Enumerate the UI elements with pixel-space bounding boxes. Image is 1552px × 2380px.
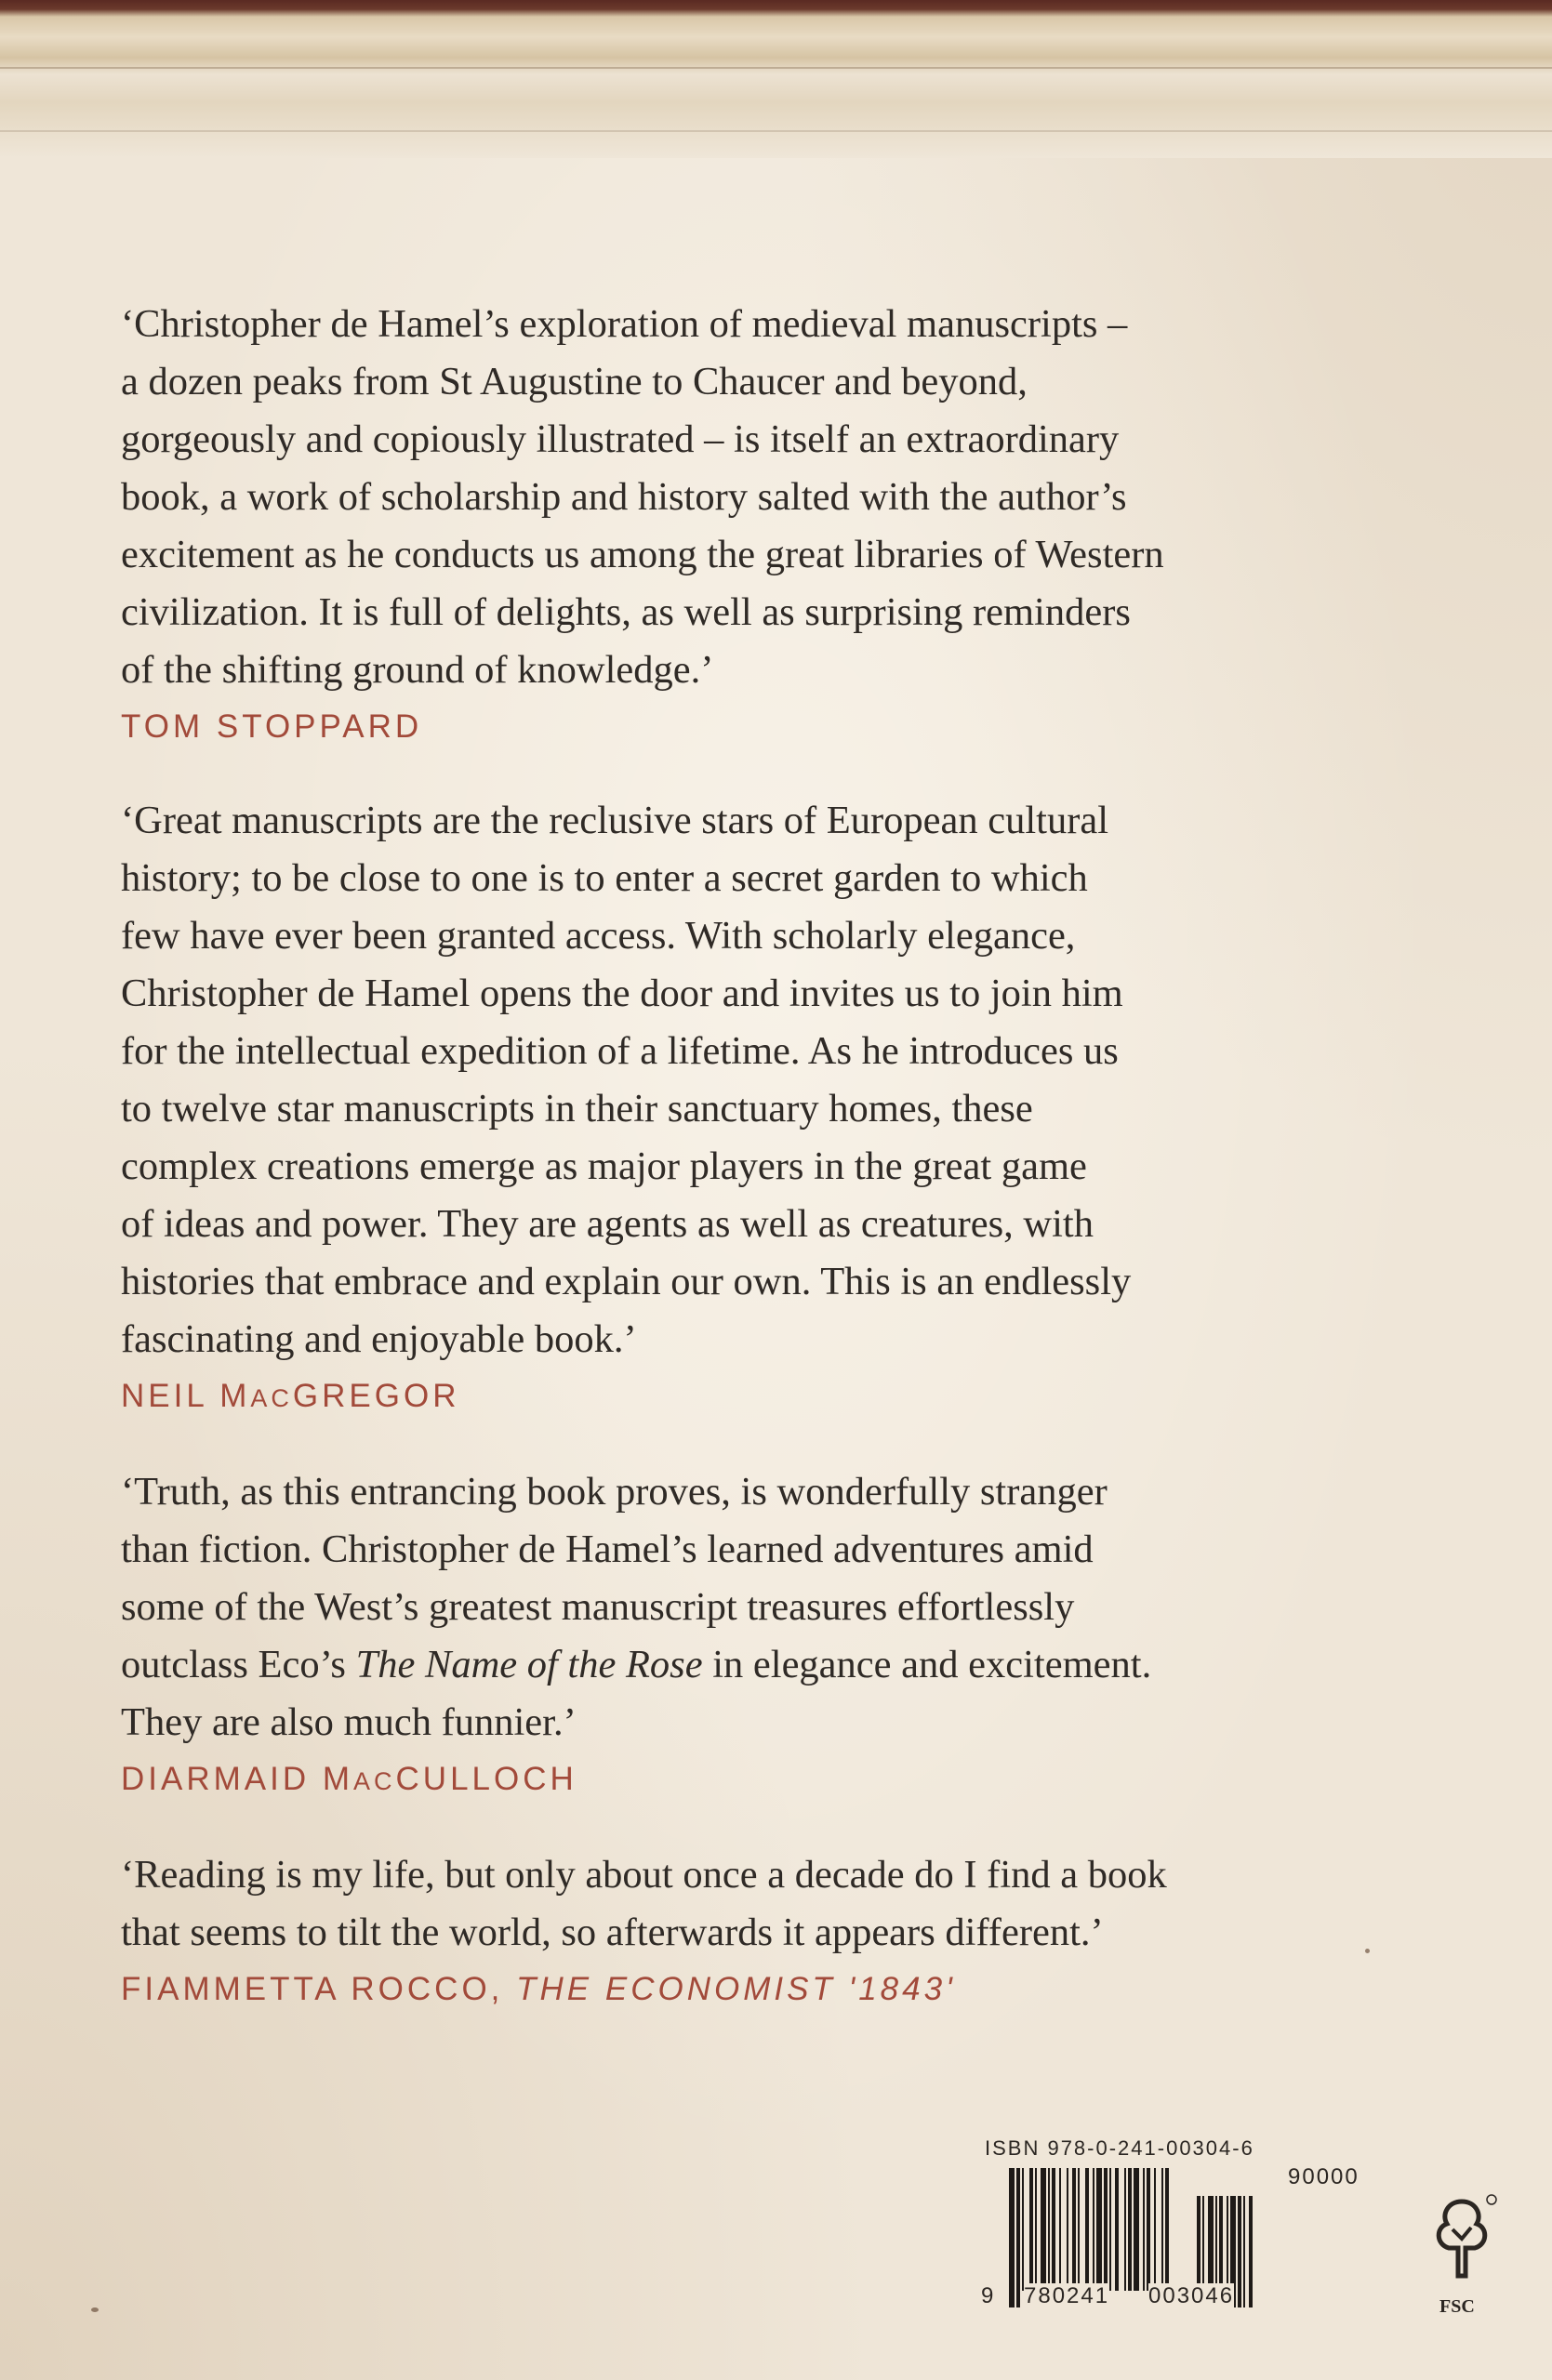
quote-line: to twelve star manuscripts in their sanctuary homes, these (121, 1087, 1033, 1130)
quote-attribution: TOM STOPPARD (121, 708, 423, 745)
attribution-part: NEIL M (121, 1378, 251, 1414)
quote-line: that seems to tilt the world, so afterwards it appears different.’ (121, 1911, 1104, 1954)
quote-line: They are also much funnier.’ (121, 1700, 577, 1744)
quote-fragment: outclass Eco’s (121, 1643, 356, 1686)
quote-line: Christopher de Hamel opens the door and invites us to join him (121, 972, 1123, 1015)
attribution-small-caps: AC (250, 1384, 293, 1412)
quote-text (121, 1846, 1441, 1962)
paper-mark (91, 2307, 99, 2312)
quote-line: complex creations emerge as major players in the great game (121, 1144, 1087, 1188)
quote-block-2 (121, 792, 1441, 1424)
quote-block-1 (121, 296, 1441, 753)
barcode-digits-left: 780241 (1024, 2283, 1110, 2308)
quote-line (121, 1636, 1441, 1694)
paper-mark (1365, 1949, 1370, 1953)
quote-line: few have ever been granted access. With scholarly elegance, (121, 914, 1076, 958)
attribution-part: CULLOCH (395, 1761, 577, 1797)
quote-line: excitement as he conducts us among the great libraries of Western (121, 533, 1164, 576)
page-top-edge (0, 0, 1552, 158)
quote-line: ‘Truth, as this entrancing book proves, is wonderfully stranger (121, 1470, 1108, 1514)
quote-line: of the shifting ground of knowledge.’ (121, 648, 714, 692)
quote-text (121, 1463, 1441, 1752)
fsc-tree-icon (1425, 2192, 1499, 2294)
quote-attribution (121, 1964, 1441, 2016)
attribution-part: DIARMAID M (121, 1761, 353, 1797)
publication-name: THE ECONOMIST '1843' (516, 1971, 956, 2007)
quote-line: fascinating and enjoyable book.’ (121, 1317, 637, 1361)
quote-attribution (121, 1753, 1441, 1807)
edge-line (0, 130, 1552, 132)
blurb-content (121, 296, 1441, 2055)
book-title: The Name of the Rose (355, 1643, 703, 1686)
edge-line (0, 67, 1552, 69)
quote-attribution (121, 1370, 1441, 1424)
quote-line: ‘Christopher de Hamel’s exploration of medieval manuscripts – (121, 302, 1128, 346)
quote-line: for the intellectual expedition of a lifetime. As he introduces us (121, 1029, 1119, 1073)
barcode-digit: 9 (981, 2283, 996, 2308)
quote-line: histories that embrace and explain our own. This is an endlessly (121, 1260, 1132, 1303)
attribution-part: FIAMMETTA ROCCO, (121, 1971, 517, 2007)
barcode-addon-digits: 90000 (1288, 2164, 1360, 2189)
isbn-barcode (981, 2136, 1502, 2322)
barcode-digits-right: 003046 (1148, 2283, 1235, 2308)
quote-line: ‘Reading is my life, but only about once a decade do I find a book (121, 1853, 1167, 1897)
attribution-small-caps: AC (353, 1767, 396, 1795)
attribution-part: GREGOR (292, 1378, 460, 1414)
quote-line: ‘Great manuscripts are the reclusive stars of European cultural (121, 799, 1109, 842)
quote-line: gorgeously and copiously illustrated – is itself an extraordinary (121, 417, 1120, 461)
quote-line: history; to be close to one is to enter a secret garden to which (121, 856, 1088, 900)
quote-line: of ideas and power. They are agents as well as creatures, with (121, 1202, 1094, 1246)
fsc-label: FSC (1439, 2296, 1475, 2317)
isbn-number: ISBN 978-0-241-00304-6 (985, 2136, 1254, 2160)
quote-text (121, 792, 1441, 1368)
quote-line: civilization. It is full of delights, as well as surprising reminders (121, 590, 1131, 634)
quote-block-3 (121, 1463, 1441, 1807)
quote-line: than fiction. Christopher de Hamel’s learned adventures amid (121, 1527, 1094, 1571)
quote-text (121, 296, 1441, 699)
quote-block-4 (121, 1846, 1441, 2016)
quote-line: a dozen peaks from St Augustine to Chaucer and beyond, (121, 360, 1028, 403)
quote-line: book, a work of scholarship and history salted with the author’s (121, 475, 1127, 519)
quote-fragment: in elegance and excitement. (702, 1643, 1152, 1686)
quote-line: some of the West’s greatest manuscript treasures effortlessly (121, 1585, 1075, 1629)
